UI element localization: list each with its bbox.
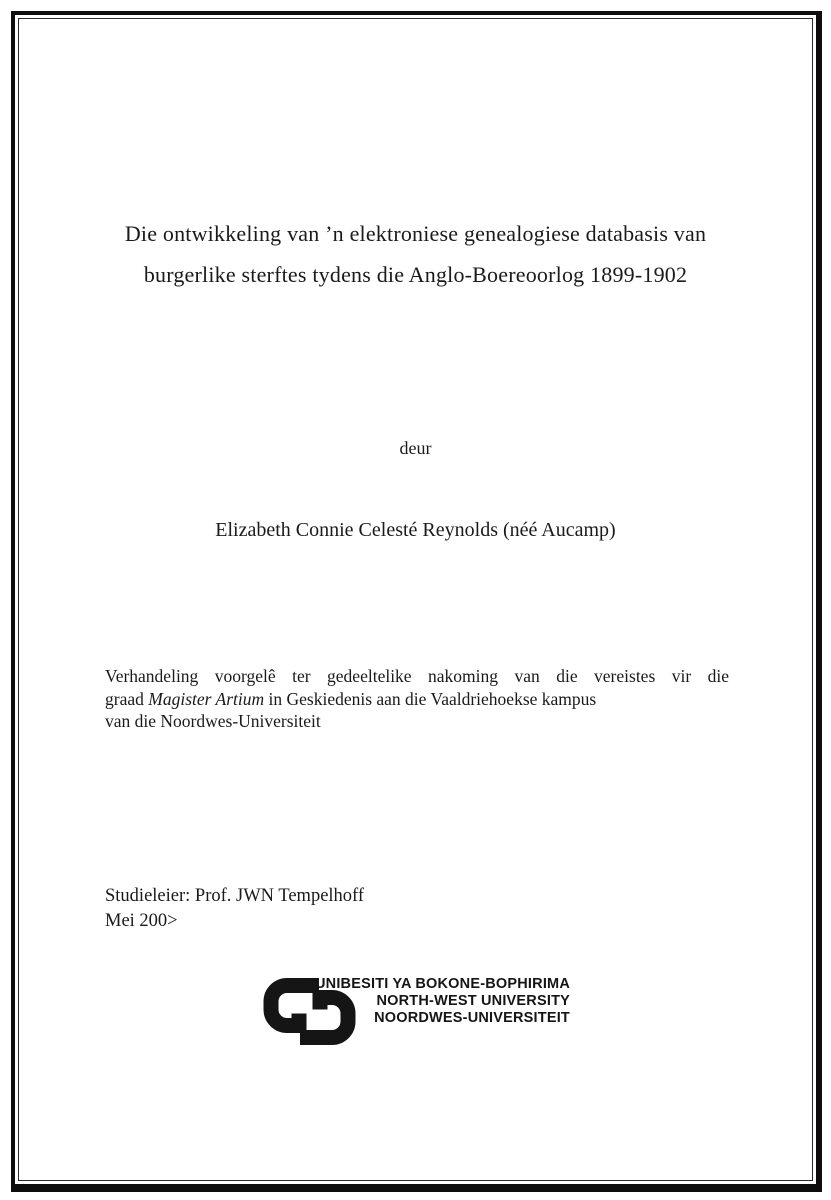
submission-line-2-suffix: in Geskiedenis aan die Vaaldriehoekse kampus <box>264 688 597 709</box>
submission-line-1: Verhandeling voorgelê ter gedeeltelike nakoming van die vereistes vir die <box>105 666 729 686</box>
submission-line-2 <box>105 688 729 711</box>
byline-label: deur <box>399 438 432 458</box>
thesis-title <box>0 213 831 295</box>
supervisor-block <box>105 884 364 934</box>
supervisor-line: Studieleier: Prof. JWN Tempelhoff <box>105 886 365 906</box>
university-name-english: NORTH-WEST UNIVERSITY <box>376 993 570 1009</box>
university-name-setswana: YUNIBESITI YA BOKONE-BOPHIRIMA <box>305 976 570 992</box>
submission-line-3: van die Noordwes-Universiteit <box>105 711 321 731</box>
thesis-title-line-1: Die ontwikkeling van ’n elektroniese genealogiese databasis van <box>124 221 707 246</box>
submission-statement <box>105 665 729 733</box>
degree-name: Magister Artium <box>148 688 265 709</box>
university-name-block <box>305 976 570 1027</box>
author-name: Elizabeth Connie Celesté Reynolds (néé Aucamp) <box>215 519 616 541</box>
university-name-afrikaans: NOORDWES-UNIVERSITEIT <box>374 1010 570 1026</box>
date-line: Mei 200> <box>105 911 178 931</box>
submission-line-2-prefix: graad <box>105 688 149 709</box>
thesis-title-line-2: burgerlike sterftes tydens die Anglo-Boereoorlog 1899-1902 <box>143 262 688 287</box>
